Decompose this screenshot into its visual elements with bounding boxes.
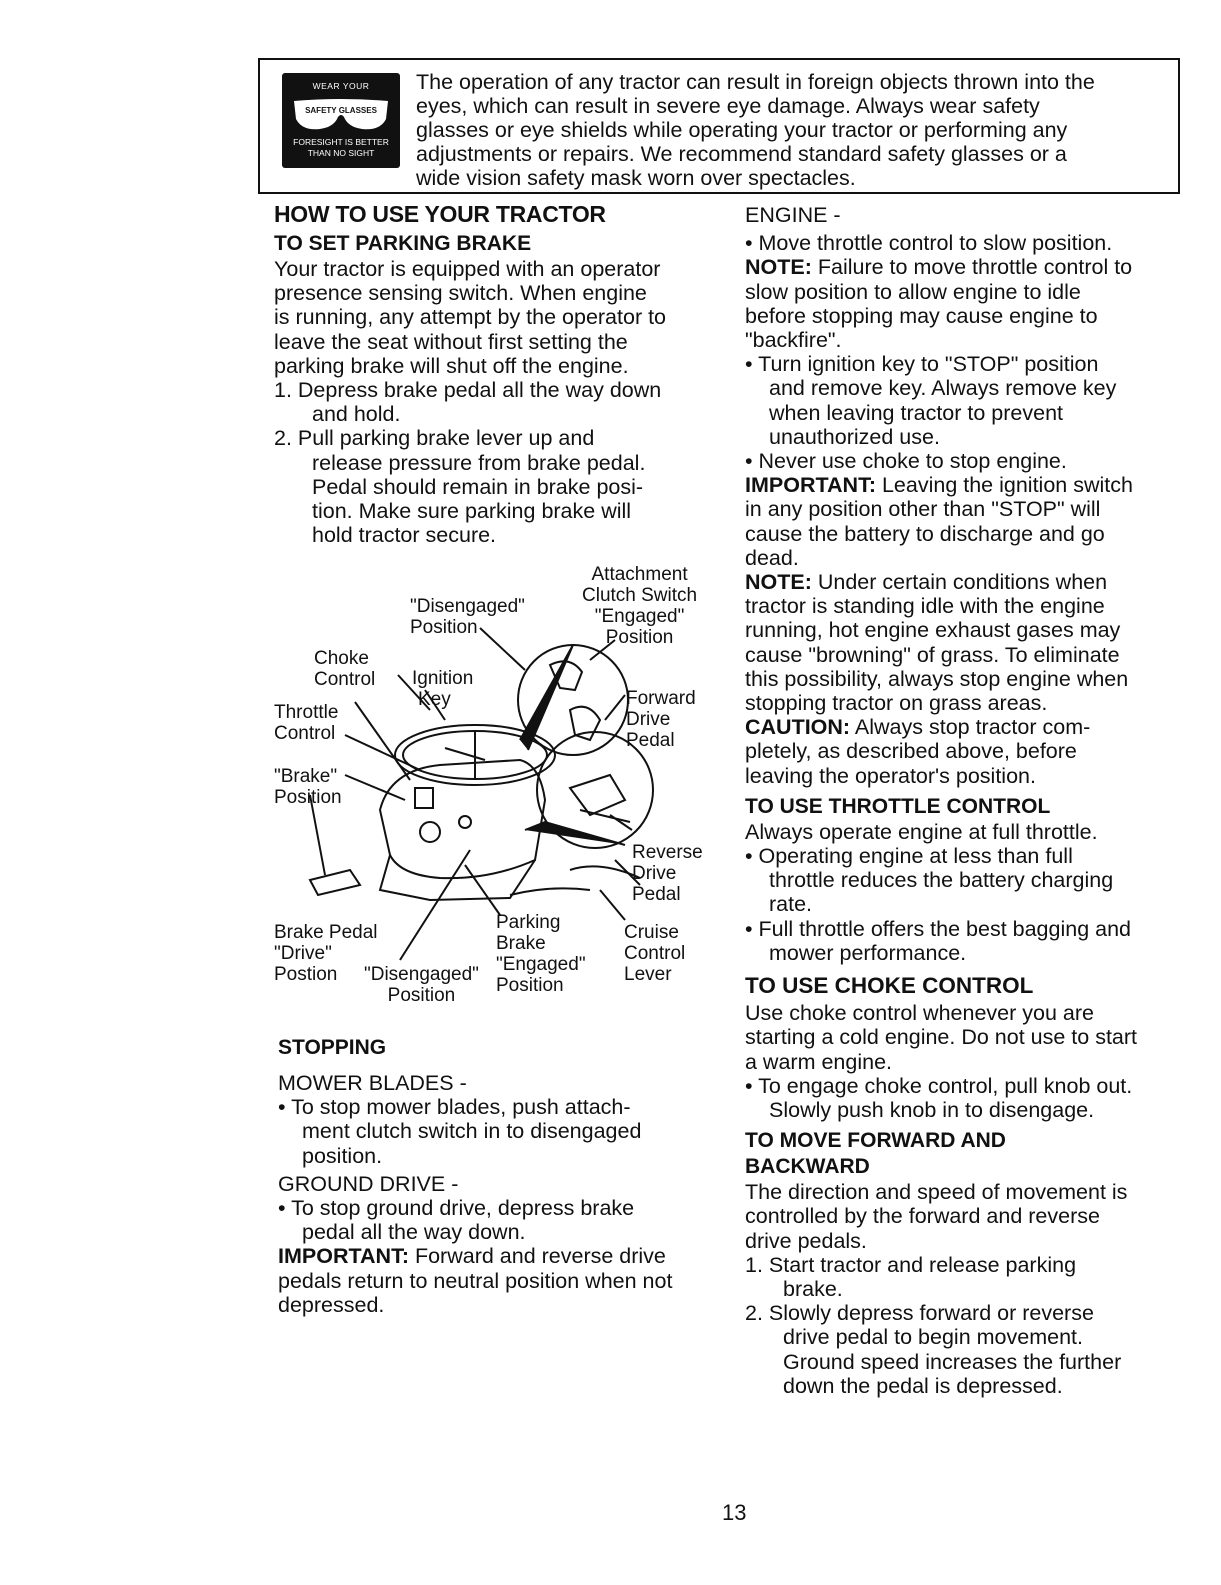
label-line: Key (418, 689, 451, 710)
ground-drive-heading: GROUND DRIVE - (278, 1171, 459, 1196)
important-text: depressed. (278, 1292, 385, 1317)
parking-para-line: parking brake will shut off the engine. (274, 353, 629, 378)
warning-line: eyes, which can result in severe eye damage. Always wear safety (416, 94, 1040, 118)
label-line: Lever (624, 964, 672, 985)
label-line: Attachment (591, 564, 688, 585)
section-title: HOW TO USE YOUR TRACTOR (274, 201, 606, 227)
label-line: Control (624, 943, 686, 964)
label-parking-brake-engaged (496, 912, 586, 996)
label-line: "Engaged" (594, 606, 685, 627)
label-line: Parking (496, 912, 561, 933)
engine-heading: ENGINE - (745, 203, 841, 227)
choke-heading: TO USE CHOKE CONTROL (745, 973, 1034, 999)
label-line: Position (410, 617, 478, 638)
note-text: slow position to allow engine to idle (745, 279, 1081, 304)
important-text: in any position other than "STOP" will (745, 497, 1101, 522)
important-text: cause the battery to discharge and go (745, 521, 1105, 546)
logo-mid-text: SAFETY GLASSES (305, 106, 377, 115)
label-line: Postion (274, 964, 338, 985)
label-cruise-control-lever (624, 922, 685, 985)
move-heading: BACKWARD (745, 1155, 870, 1179)
engine-bullet-line: • Turn ignition key to "STOP" position (745, 352, 1099, 377)
note-text: Under certain conditions when (811, 570, 1108, 595)
move-step-1-line: 1. Start tractor and release parking (745, 1252, 1077, 1277)
label-disengaged-bottom (364, 964, 479, 1006)
move-step-2-line: down the pedal is depressed. (783, 1373, 1063, 1398)
engine-bullet-line: • Never use choke to stop engine. (745, 449, 1067, 474)
label-disengaged-top (410, 596, 525, 638)
warning-line: wide vision safety mask worn over spectacles. (416, 166, 856, 190)
label-line: Cruise (624, 922, 679, 943)
logo-top-text: WEAR YOUR (312, 81, 370, 91)
throttle-heading: TO USE THROTTLE CONTROL (745, 794, 1051, 818)
important-text: pedals return to neutral position when not (278, 1268, 673, 1293)
mower-bullet-line: ment clutch switch in to disengaged (302, 1119, 642, 1144)
label-brake-pedal-drive (274, 922, 378, 985)
safety-warning-box (258, 58, 1180, 194)
parking-para-line: is running, any attempt by the operator to (274, 305, 667, 330)
step-1-line: 1. Depress brake pedal all the way down (274, 378, 662, 403)
caution-text: leaving the operator's position. (745, 763, 1036, 788)
stopping-heading: STOPPING (278, 1036, 387, 1059)
label-line: Position (387, 985, 456, 1006)
parking-para-line: presence sensing switch. When engine (274, 281, 647, 306)
mower-blades-heading: MOWER BLADES - (278, 1071, 467, 1095)
label-choke-control (314, 648, 375, 690)
choke-bullet-line: Slowly push knob in to disengage. (769, 1097, 1095, 1122)
safety-glasses-logo (282, 73, 400, 168)
parking-brake-heading: TO SET PARKING BRAKE (274, 232, 532, 255)
warning-line: The operation of any tractor can result in foreign objects thrown into the (416, 70, 1095, 94)
left-column (274, 200, 724, 547)
label-line: Position (605, 627, 674, 648)
note-text: running, hot engine exhaust gases may (745, 618, 1121, 643)
engine-bullet-line: unauthorized use. (769, 424, 940, 449)
label-line: "Disengaged" (364, 964, 479, 985)
label-attachment-clutch (582, 564, 697, 648)
note-text: "backfire". (745, 328, 842, 353)
label-line: Position (496, 975, 564, 996)
important-label: IMPORTANT: (278, 1244, 409, 1269)
choke-para-line: Use choke control whenever you are (745, 1001, 1094, 1026)
choke-bullet-line: • To engage choke control, pull knob out. (745, 1073, 1133, 1098)
important-text: Leaving the ignition switch (875, 473, 1133, 498)
throttle-bullet-line: rate. (769, 892, 813, 917)
logo-bottom-text-2: THAN NO SIGHT (307, 148, 375, 158)
label-line: Position (274, 787, 342, 808)
tractor-controls-diagram (270, 560, 725, 1010)
caution-text: Always stop tractor com- (850, 715, 1091, 740)
label-line: Clutch Switch (582, 585, 698, 606)
step-2-line: release pressure from brake pedal. (312, 450, 646, 475)
warning-line: glasses or eye shields while operating your tractor or performing any (416, 118, 1068, 142)
label-line: Reverse (632, 842, 703, 863)
note-text: cause "browning" of grass. To eliminate (745, 642, 1120, 667)
label-line: Control (274, 723, 336, 744)
move-para-line: drive pedals. (745, 1228, 867, 1253)
important-text: Forward and reverse drive (408, 1244, 666, 1269)
engine-bullet-line: when leaving tractor to prevent (769, 400, 1063, 425)
label-line: "Drive" (274, 943, 332, 964)
logo-bottom-text-1: FORESIGHT IS BETTER (293, 137, 389, 147)
label-line: "Brake" (274, 766, 338, 787)
label-ignition-key (412, 668, 473, 710)
move-para-line: controlled by the forward and reverse (745, 1204, 1100, 1229)
label-forward-drive-pedal (626, 688, 696, 751)
step-2-line: Pedal should remain in brake posi- (312, 474, 644, 499)
important-label: IMPORTANT: (745, 473, 876, 498)
label-line: "Disengaged" (410, 596, 525, 617)
engine-bullet-line: • Move throttle control to slow position. (745, 231, 1113, 256)
mower-bullet-line: position. (302, 1143, 383, 1168)
note-label: NOTE: (745, 255, 812, 280)
note-text: tractor is standing idle with the engine (745, 594, 1105, 619)
throttle-bullet-line: mower performance. (769, 940, 967, 965)
note-text: before stopping may cause engine to (745, 303, 1098, 328)
label-line: Brake Pedal (274, 922, 378, 943)
label-throttle-control (274, 702, 338, 744)
step-2-line: tion. Make sure parking brake will (312, 499, 632, 524)
label-line: "Engaged" (496, 954, 586, 975)
label-line: Brake (496, 933, 546, 954)
step-2-line: hold tractor secure. (312, 523, 497, 548)
throttle-bullet-line: throttle reduces the battery charging (769, 868, 1114, 893)
label-brake-position (274, 766, 342, 808)
caution-label: CAUTION: (745, 715, 851, 740)
note-text: Failure to move throttle control to (811, 255, 1133, 280)
move-step-2-line: drive pedal to begin movement. (783, 1325, 1083, 1350)
warning-line: adjustments or repairs. We recommend standard safety glasses or a (416, 142, 1067, 166)
label-line: Ignition (412, 668, 474, 689)
choke-para-line: a warm engine. (745, 1049, 892, 1074)
move-step-2-line: 2. Slowly depress forward or reverse (745, 1301, 1094, 1326)
parking-para-line: leave the seat without first setting the (274, 329, 628, 354)
label-line: Pedal (626, 730, 675, 751)
note-label: NOTE: (745, 570, 812, 595)
parking-para-line: Your tractor is equipped with an operator (274, 257, 661, 281)
choke-para-line: starting a cold engine. Do not use to start (745, 1025, 1138, 1050)
page-number: 13 (722, 1500, 747, 1525)
label-line: Drive (626, 709, 671, 730)
step-2-line: 2. Pull parking brake lever up and (274, 426, 595, 451)
important-text: dead. (745, 545, 799, 570)
label-line: Forward (626, 688, 696, 709)
move-step-2-line: Ground speed increases the further (783, 1349, 1122, 1374)
note-text: this possibility, always stop engine when (745, 666, 1129, 691)
label-line: Drive (632, 863, 677, 884)
engine-bullet-line: and remove key. Always remove key (769, 376, 1117, 401)
move-step-1-line: brake. (783, 1276, 843, 1301)
caution-text: pletely, as described above, before (745, 739, 1077, 764)
throttle-bullet-line: • Operating engine at less than full (745, 844, 1073, 869)
label-line: Pedal (632, 884, 681, 905)
label-reverse-drive-pedal (632, 842, 703, 905)
throttle-bullet-line: • Full throttle offers the best bagging and (745, 916, 1132, 941)
label-line: Choke (314, 648, 369, 669)
move-heading: TO MOVE FORWARD AND (745, 1129, 1006, 1153)
step-1-line: and hold. (312, 402, 401, 427)
note-text: stopping tractor on grass areas. (745, 691, 1048, 716)
right-column (745, 203, 1185, 1398)
label-line: Throttle (274, 702, 339, 723)
throttle-para: Always operate engine at full throttle. (745, 819, 1098, 844)
stopping-section (278, 1035, 728, 1317)
mower-bullet-line: • To stop mower blades, push attach- (278, 1095, 631, 1120)
ground-bullet-line: • To stop ground drive, depress brake (278, 1196, 635, 1221)
move-para-line: The direction and speed of movement is (745, 1180, 1128, 1205)
ground-bullet-line: pedal all the way down. (302, 1220, 526, 1245)
warning-text (416, 70, 1176, 190)
label-line: Control (314, 669, 376, 690)
